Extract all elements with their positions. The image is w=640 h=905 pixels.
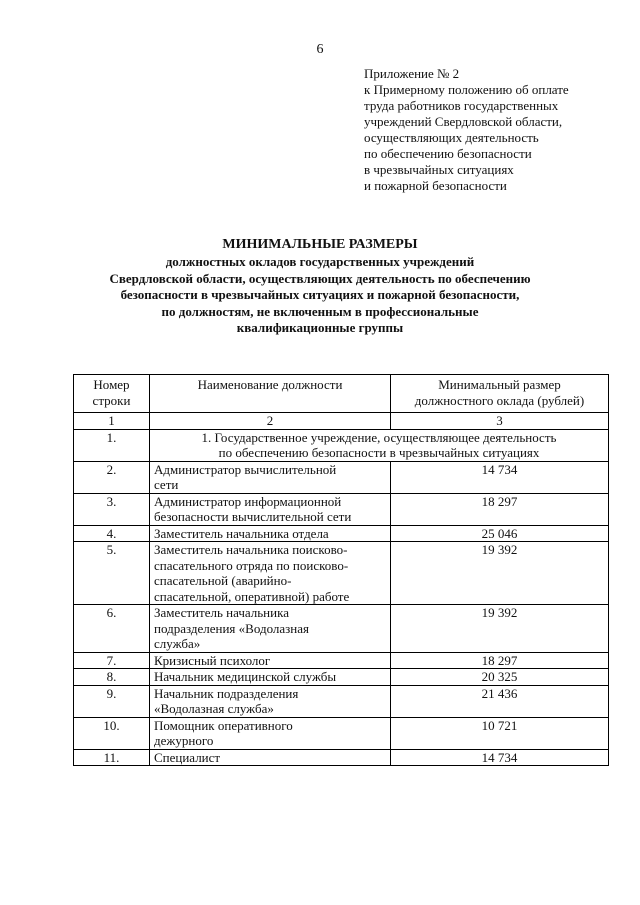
header-text: Номер	[93, 377, 130, 392]
position-name	[150, 525, 391, 542]
table-row	[74, 542, 609, 605]
min-salary: 18 297	[391, 493, 609, 525]
position-name	[150, 685, 391, 717]
position-name	[150, 749, 391, 766]
appendix-line: учреждений Свердловской области,	[364, 114, 563, 129]
position-name	[150, 493, 391, 525]
position-name-line: Помощник оперативного	[154, 717, 293, 733]
title-subtitle	[60, 254, 580, 337]
header-min-salary	[391, 375, 609, 413]
position-name-line: безопасности вычислительной сети	[154, 509, 352, 524]
title-line: должностных окладов государственных учреждений	[165, 254, 475, 269]
appendix-line: к Примерному положению об оплате	[364, 82, 569, 97]
document-title	[60, 236, 580, 337]
row-number: 1.	[74, 429, 150, 461]
row-number: 9.	[74, 685, 150, 717]
header-text: Наименование должности	[197, 377, 343, 392]
title-main: МИНИМАЛЬНЫЕ РАЗМЕРЫ	[222, 237, 418, 252]
appendix-block	[364, 66, 634, 194]
min-salary: 10 721	[391, 717, 609, 749]
table-row	[74, 669, 609, 686]
row-number: 6.	[74, 605, 150, 653]
min-salary: 19 392	[391, 542, 609, 605]
position-name-line: Начальник подразделения	[154, 685, 299, 701]
min-salary: 14 734	[391, 749, 609, 766]
min-salary: 21 436	[391, 685, 609, 717]
position-name-line: дежурного	[154, 733, 214, 748]
position-name	[150, 461, 391, 493]
position-name-line: Заместитель начальника	[154, 605, 289, 620]
position-name-line: спасательной (аварийно-	[154, 573, 292, 588]
title-line: Свердловской области, осуществляющих деятельность по обеспечению	[109, 270, 531, 286]
position-name-line: Специалист	[154, 749, 221, 765]
header-row-number	[74, 375, 150, 413]
appendix-line: Приложение № 2	[364, 66, 460, 81]
table-row	[74, 717, 609, 749]
section-row	[74, 429, 609, 461]
position-name-line: спасательной, оперативной) работе	[154, 588, 350, 604]
min-salary: 14 734	[391, 461, 609, 493]
section-line: 1. Государственное учреждение, осуществляющее деятельность	[201, 429, 557, 445]
section-title	[150, 429, 609, 461]
row-number: 5.	[74, 542, 150, 605]
appendix-line: осуществляющих деятельность	[364, 130, 539, 145]
row-number: 2.	[74, 461, 150, 493]
header-text: Минимальный размер	[438, 377, 561, 392]
header-position-name	[150, 375, 391, 413]
header-text: должностного оклада (рублей)	[414, 392, 585, 408]
position-name-line: служба»	[154, 636, 201, 651]
position-name	[150, 669, 391, 686]
header-text: строки	[92, 392, 131, 408]
row-number: 10.	[74, 717, 150, 749]
min-salary: 18 297	[391, 652, 609, 669]
min-salary: 25 046	[391, 525, 609, 542]
position-name-line: Кризисный психолог	[154, 652, 271, 668]
appendix-line: по обеспечению безопасности	[364, 146, 532, 161]
position-name	[150, 652, 391, 669]
position-name	[150, 542, 391, 605]
appendix-line: в чрезвычайных ситуациях	[364, 162, 514, 177]
row-number: 3.	[74, 493, 150, 525]
position-name-line: Администратор информационной	[154, 493, 342, 509]
position-name	[150, 717, 391, 749]
position-name-line: сети	[154, 477, 179, 492]
position-name-line: Администратор вычислительной	[154, 461, 337, 477]
row-number: 11.	[74, 749, 150, 766]
table-row	[74, 525, 609, 542]
title-line: безопасности в чрезвычайных ситуациях и пожарной безопасности,	[120, 287, 520, 302]
row-number: 4.	[74, 525, 150, 542]
position-name-line: Начальник медицинской службы	[154, 669, 337, 684]
table-row	[74, 605, 609, 653]
page-number: 6	[316, 42, 324, 57]
position-name-line: подразделения «Водолазная	[154, 620, 309, 636]
appendix-line: и пожарной безопасности	[364, 178, 507, 193]
appendix-line: труда работников государственных	[364, 98, 559, 113]
min-salary: 20 325	[391, 669, 609, 686]
position-name-line: «Водолазная служба»	[154, 701, 274, 716]
column-number: 2	[150, 413, 391, 430]
table-row	[74, 493, 609, 525]
table-row	[74, 685, 609, 717]
column-number: 3	[391, 413, 609, 430]
min-salary: 19 392	[391, 605, 609, 653]
table-row	[74, 461, 609, 493]
row-number: 7.	[74, 652, 150, 669]
row-number: 8.	[74, 669, 150, 686]
position-name	[150, 605, 391, 653]
table-header-row	[74, 375, 609, 413]
position-name-line: Заместитель начальника поисково-	[154, 542, 348, 557]
salary-table	[73, 374, 609, 766]
table-row	[74, 652, 609, 669]
column-numbers-row	[74, 413, 609, 430]
column-number: 1	[74, 413, 150, 430]
section-line: по обеспечению безопасности в чрезвычайных ситуациях	[218, 445, 540, 460]
table-row	[74, 749, 609, 766]
position-name-line: Заместитель начальника отдела	[154, 525, 329, 541]
position-name-line: спасательного отряда по поисково-	[154, 557, 349, 573]
title-line: по должностям, не включенным в профессиональные	[161, 303, 479, 319]
title-line: квалификационные группы	[236, 320, 404, 335]
